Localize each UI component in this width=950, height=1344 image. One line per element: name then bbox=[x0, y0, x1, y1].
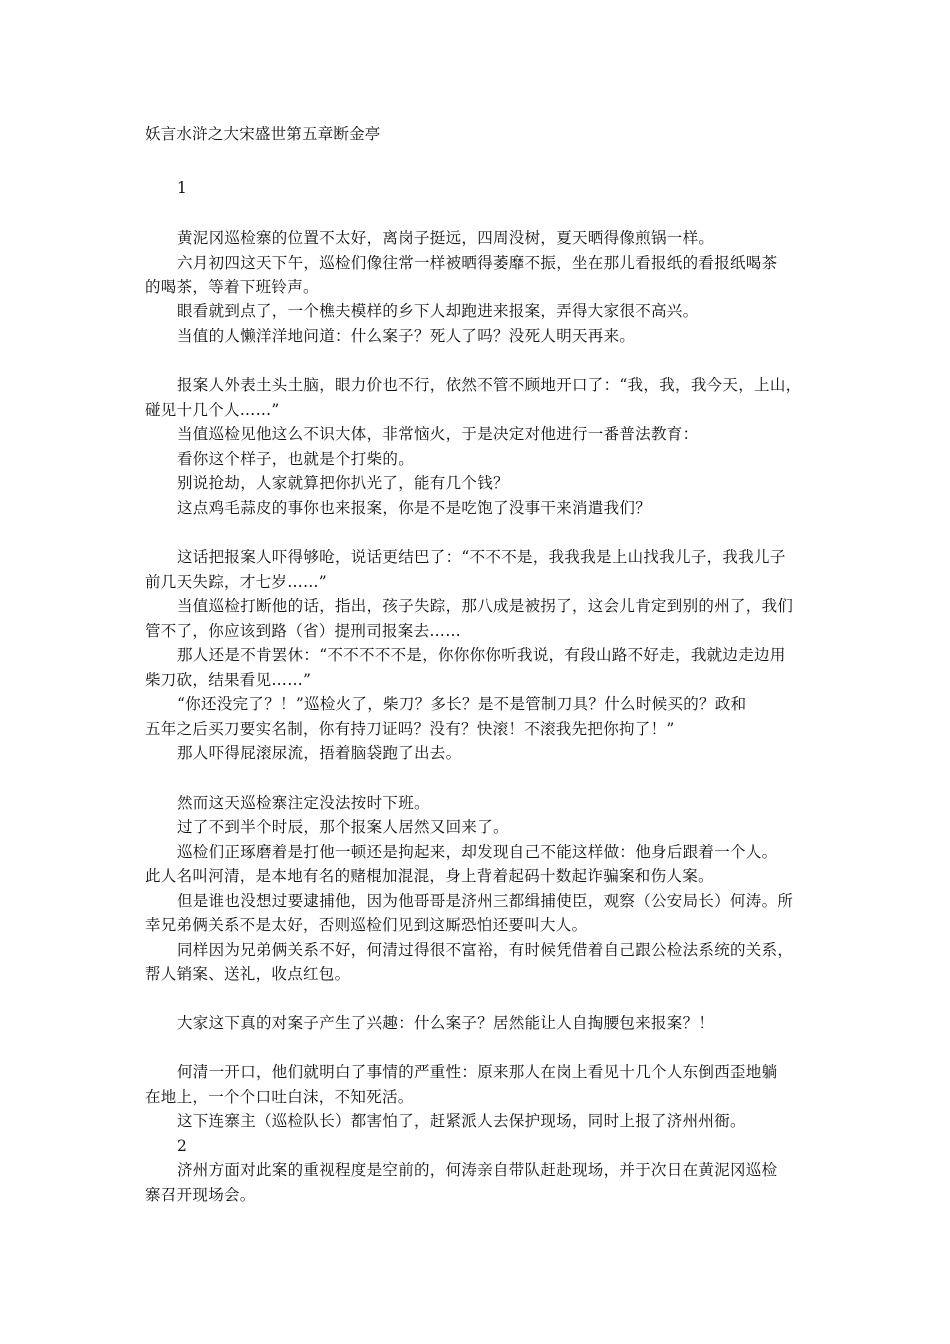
paragraph: 过了不到半个时辰，那个报案人居然又回来了。 bbox=[177, 818, 509, 836]
paragraph-continuation: 此人名叫河清，是本地有名的赌棍加混混，身上背着起码十数起诈骗案和伤人案。 bbox=[145, 867, 714, 885]
paragraph-continuation: 的喝茶，等着下班铃声。 bbox=[145, 278, 319, 296]
paragraph: 六月初四这天下午，巡检们像往常一样被晒得萎靡不振，坐在那儿看报纸的看报纸喝茶 bbox=[177, 254, 778, 272]
paragraph: 同样因为兄弟俩关系不好，何清过得很不富裕，有时候凭借着自己跟公检法系统的关系， bbox=[177, 941, 794, 959]
paragraph-continuation: 在地上，一个个口吐白沫，不知死活。 bbox=[145, 1088, 414, 1106]
paragraph: 然而这天巡检寨注定没法按时下班。 bbox=[177, 794, 430, 812]
paragraph-continuation: 柴刀砍，结果看见……” bbox=[145, 671, 312, 689]
paragraph: 何清一开口，他们就明白了事情的严重性：原来那人在岗上看见十几个人东倒西歪地躺 bbox=[177, 1063, 778, 1081]
paragraph: 这下连寨主（巡检队长）都害怕了，赶紧派人去保护现场，同时上报了济州州衙。 bbox=[177, 1112, 746, 1130]
paragraph: 那人吓得屁滚尿流，捂着脑袋跑了出去。 bbox=[177, 744, 462, 762]
paragraph-continuation: 寨召开现场会。 bbox=[145, 1186, 256, 1204]
paragraph: 当值巡检见他这么不识大体，非常恼火，于是决定对他进行一番普法教育： bbox=[177, 425, 699, 443]
paragraph: 那人还是不肯罢休：“不不不不不是，你你你你听我说，有段山路不好走，我就边走边用 bbox=[177, 646, 786, 664]
paragraph: 这话把报案人吓得够呛，说话更结巴了：“不不不是，我我我是上山找我儿子，我我儿子 bbox=[177, 548, 786, 566]
section-number: 1 bbox=[177, 179, 188, 197]
paragraph: 看你这个样子，也就是个打柴的。 bbox=[177, 450, 415, 468]
paragraph-continuation: 幸兄弟俩关系不是太好，否则巡检们见到这厮恐怕还要叫大人。 bbox=[145, 916, 588, 934]
paragraph: 当值巡检打断他的话，指出，孩子失踪，那八成是被拐了，这会儿肯定到别的州了，我们 bbox=[177, 597, 794, 615]
paragraph: 大家这下真的对案子产生了兴趣：什么案子？居然能让人自掏腰包来报案？！ bbox=[177, 1014, 715, 1032]
paragraph: 济州方面对此案的重视程度是空前的，何涛亲自带队赶赴现场，并于次日在黄泥冈巡检 bbox=[177, 1161, 778, 1179]
paragraph: 这点鸡毛蒜皮的事你也来报案，你是不是吃饱了没事干来消遣我们？ bbox=[177, 499, 652, 517]
paragraph-continuation: 管不了，你应该到路（省）提刑司报案去…… bbox=[145, 622, 462, 640]
paragraph: 眼看就到点了，一个樵夫模样的乡下人却跑进来报案，弄得大家很不高兴。 bbox=[177, 302, 699, 320]
paragraph: 报案人外表土头土脑，眼力价也不行，依然不管不顾地开口了：“我，我，我今天，上山， bbox=[177, 376, 802, 394]
paragraph-continuation: 五年之后买刀要实名制，你有持刀证吗？没有？快滚！不滚我先把你拘了！” bbox=[145, 720, 675, 738]
paragraph: 别说抢劫，人家就算把你扒光了，能有几个钱？ bbox=[177, 474, 509, 492]
paragraph-continuation: 帮人销案、送礼，收点红包。 bbox=[145, 965, 351, 983]
document-title: 妖言水浒之大宋盛世第五章断金亭 bbox=[145, 125, 381, 143]
paragraph: 巡检们正琢磨着是打他一顿还是拘起来，却发现自己不能这样做：他身后跟着一个人。 bbox=[177, 843, 778, 861]
paragraph-continuation: 碰见十几个人……” bbox=[145, 401, 280, 419]
section-number: 2 bbox=[177, 1137, 188, 1155]
paragraph: 但是谁也没想过要逮捕他，因为他哥哥是济州三都缉捕使臣，观察（公安局长）何涛。所 bbox=[177, 892, 794, 910]
paragraph: 黄泥冈巡检寨的位置不太好，离岗子挺远，四周没树，夏天晒得像煎锅一样。 bbox=[177, 229, 715, 247]
paragraph: “你还没完了？！”巡检火了，柴刀？多长？是不是管制刀具？什么时候买的？政和 bbox=[177, 695, 747, 713]
paragraph-continuation: 前几天失踪，才七岁……” bbox=[145, 573, 328, 591]
paragraph: 当值的人懒洋洋地问道：什么案子？死人了吗？没死人明天再来。 bbox=[177, 327, 636, 345]
